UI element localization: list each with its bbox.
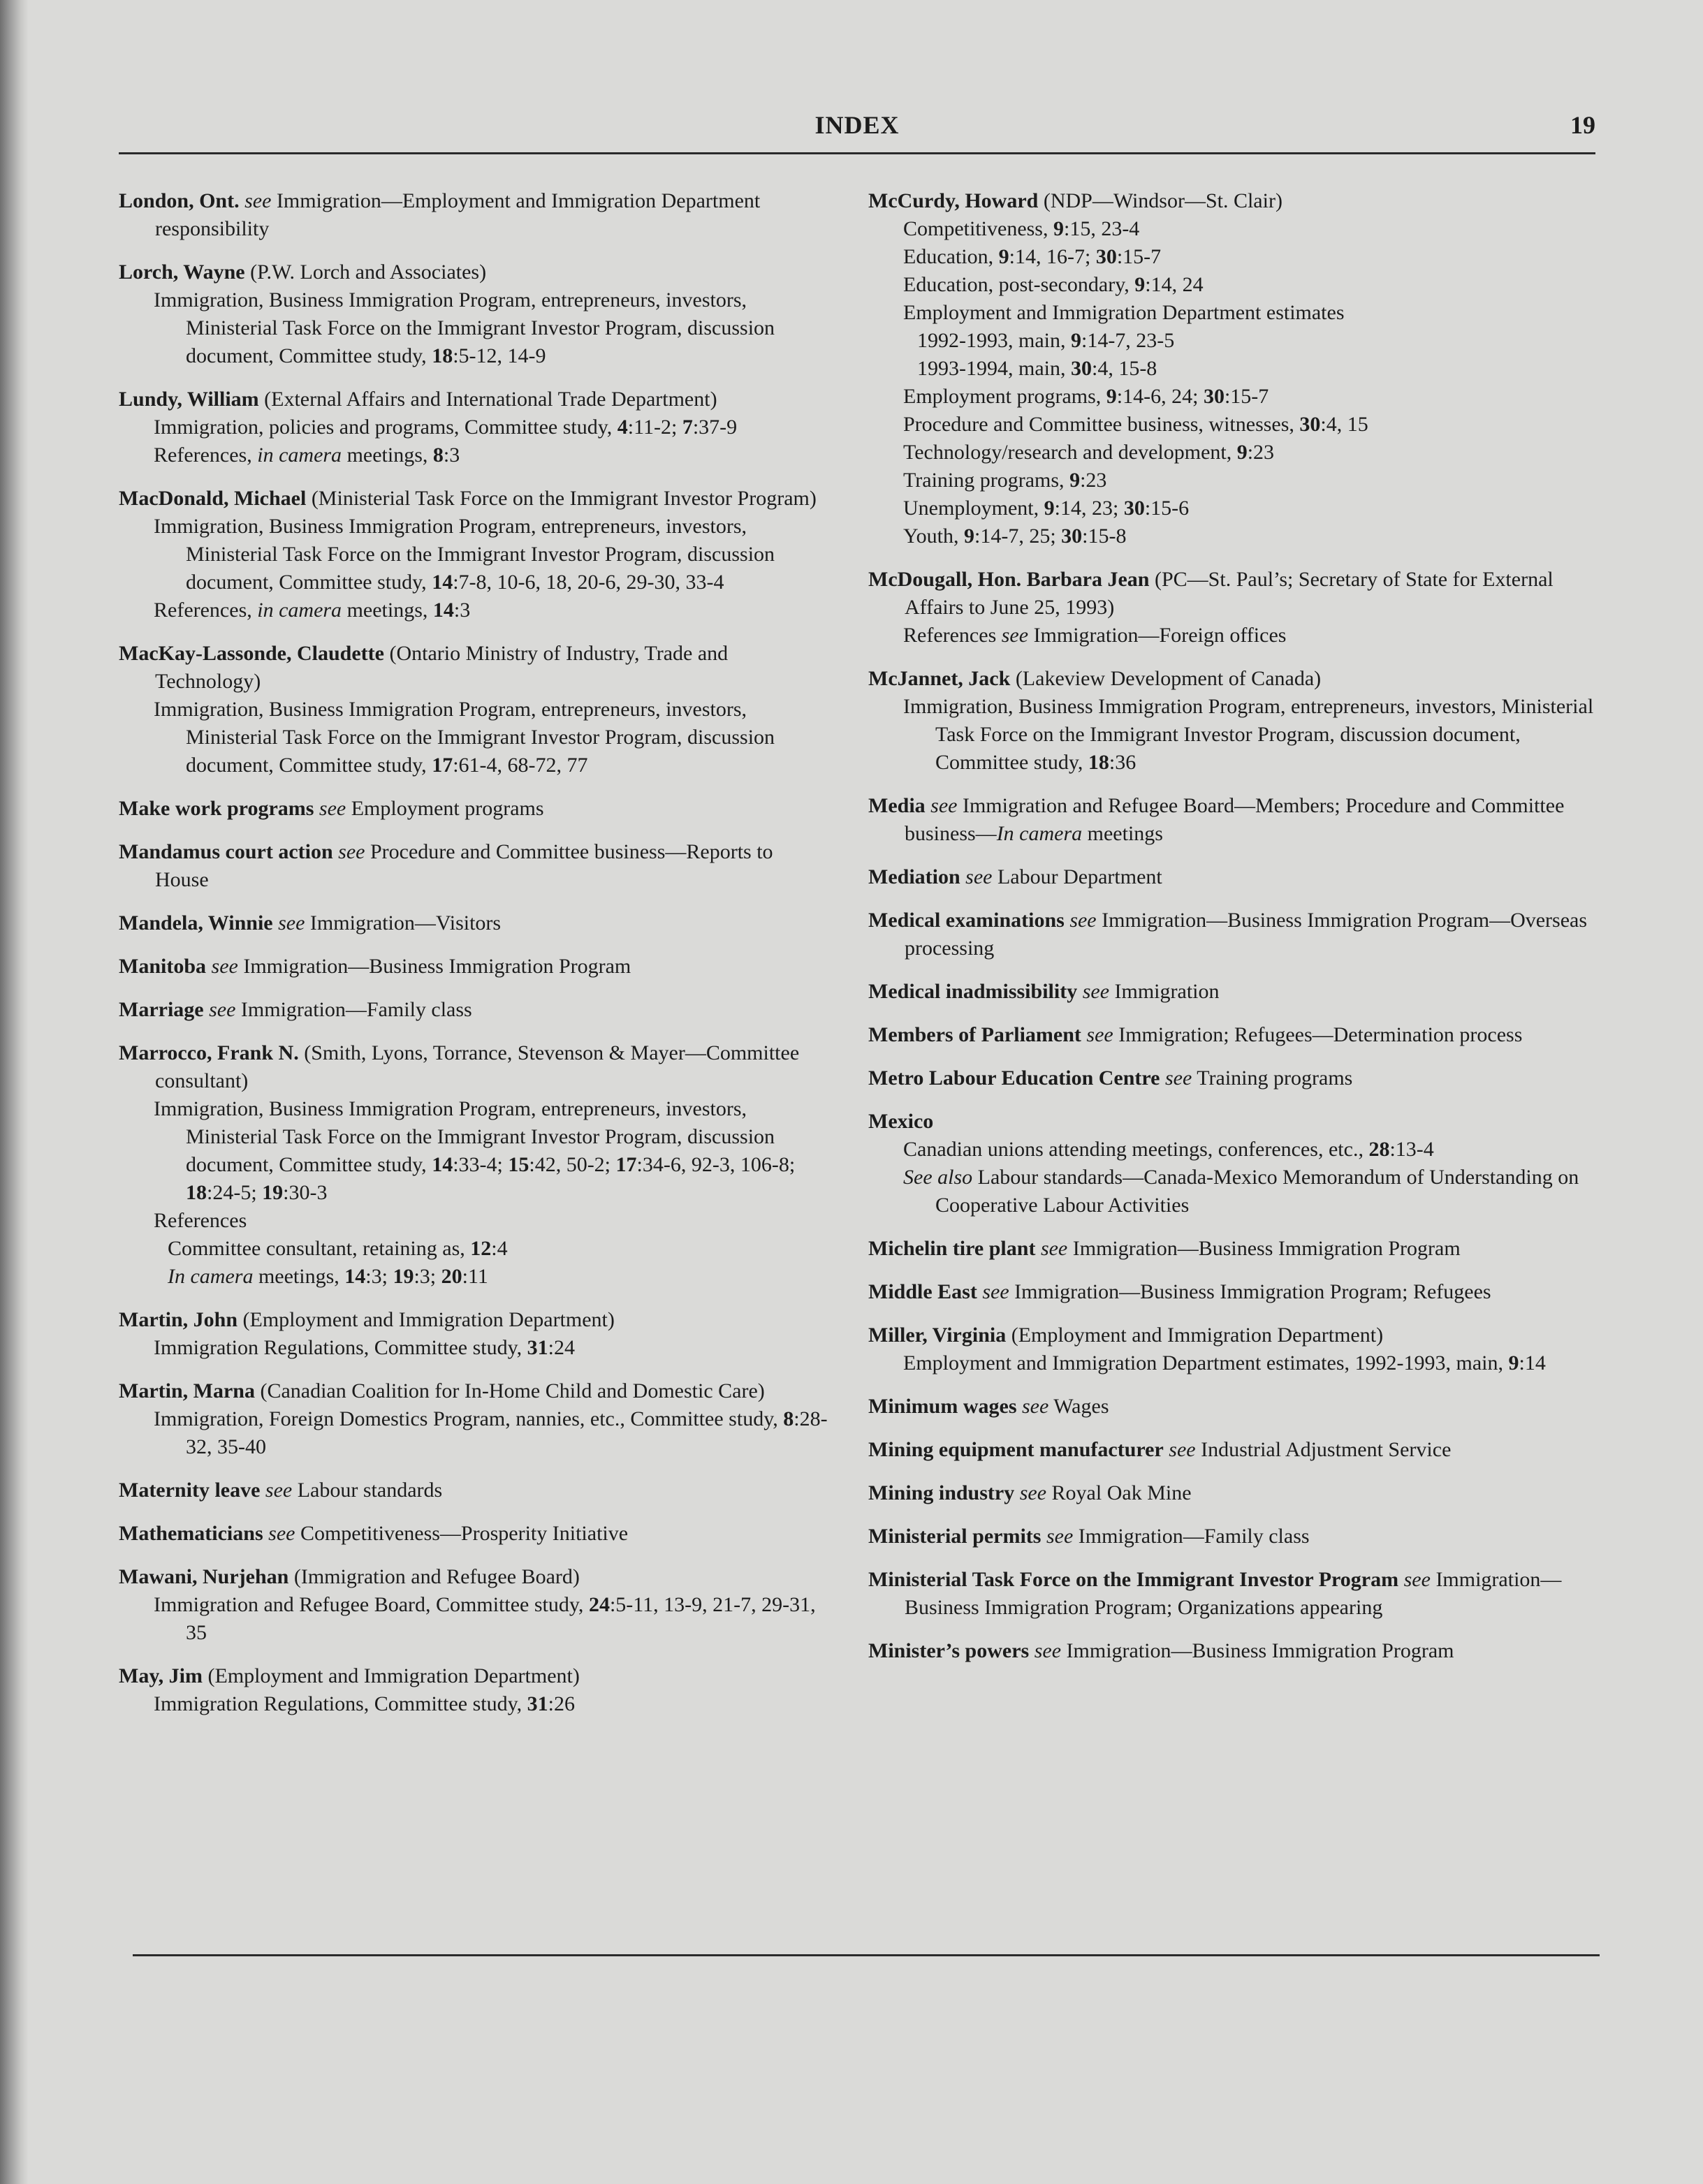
index-subentry: Immigration, Business Immigration Program, entrepreneurs, investors, Ministerial Task Force on the Immigrant Investor Program, discussion document, Committee study, 14:7-8, 10-6, 18, 20-6, 29-30, 33-4 <box>154 515 775 594</box>
index-term: Marrocco, Frank N. <box>119 1041 299 1064</box>
index-entry <box>119 1377 831 1461</box>
index-heading: Marrocco, Frank N. (Smith, Lyons, Torrance, Stevenson & Mayer—Committee consultant) <box>119 1041 800 1092</box>
index-entry <box>119 795 831 823</box>
index-column-right <box>868 187 1598 1680</box>
page-header <box>119 110 1595 152</box>
index-entry <box>119 838 831 894</box>
index-subentry: Unemployment, 9:14, 23; 30:15-6 <box>903 497 1190 520</box>
index-subentry: Employment and Immigration Department estimates <box>903 301 1345 324</box>
index-heading: Martin, Marna (Canadian Coalition for In-Home Child and Domestic Care) <box>119 1379 765 1402</box>
index-entry <box>119 1306 831 1362</box>
index-term: Martin, Marna <box>119 1379 255 1402</box>
index-entry <box>868 1235 1598 1263</box>
index-term: Medical examinations <box>868 909 1065 932</box>
index-heading: Mandamus court action see Procedure and Committee business—Reports to House <box>119 840 773 891</box>
index-term: Marriage <box>119 998 204 1021</box>
index-term: McJannet, Jack <box>868 667 1011 690</box>
index-reference-item: In camera meetings, 14:3; 19:3; 20:11 <box>168 1265 488 1288</box>
index-subentry: Youth, 9:14-7, 25; 30:15-8 <box>903 525 1127 548</box>
index-heading: Middle East see Immigration—Business Immigration Program; Refugees <box>868 1280 1491 1303</box>
index-heading: Mathematicians see Competitiveness—Prosperity Initiative <box>119 1522 629 1545</box>
index-entry <box>868 1108 1598 1219</box>
index-heading: Martin, John (Employment and Immigration Department) <box>119 1308 615 1331</box>
index-subentry: Immigration, Foreign Domestics Program, nannies, etc., Committee study, 8:28-32, 35-40 <box>154 1407 828 1458</box>
index-heading: Medical inadmissibility see Immigration <box>868 980 1220 1003</box>
index-heading: McJannet, Jack (Lakeview Development of Canada) <box>868 667 1322 690</box>
index-heading: Mawani, Nurjehan (Immigration and Refugee Board) <box>119 1565 580 1588</box>
index-term: May, Jim <box>119 1664 203 1687</box>
index-term: Martin, John <box>119 1308 238 1331</box>
index-term: Mandamus court action <box>119 840 333 863</box>
index-term: Medical inadmissibility <box>868 980 1078 1003</box>
index-entry <box>868 1479 1598 1507</box>
index-entry <box>119 640 831 779</box>
index-nested-subentry: 1993-1994, main, 30:4, 15-8 <box>917 357 1157 380</box>
index-term: Members of Parliament <box>868 1023 1081 1046</box>
index-subentry: References, in camera meetings, 8:3 <box>154 444 460 467</box>
index-entry <box>868 1523 1598 1551</box>
index-subentry: Training programs, 9:23 <box>903 469 1107 492</box>
index-heading: London, Ont. see Immigration—Employment and Immigration Department responsibility <box>119 189 761 240</box>
index-term: Miller, Virginia <box>868 1324 1007 1347</box>
index-heading: MacDonald, Michael (Ministerial Task Force on the Immigrant Investor Program) <box>119 487 817 510</box>
index-subentry: Education, post-secondary, 9:14, 24 <box>903 273 1204 296</box>
index-term: Manitoba <box>119 955 207 978</box>
index-entry <box>119 1563 831 1647</box>
index-term: McDougall, Hon. Barbara Jean <box>868 568 1150 591</box>
index-subentry: See also Labour standards—Canada-Mexico Memorandum of Understanding on Cooperative Labour Activities <box>903 1166 1579 1217</box>
index-subentry: Immigration Regulations, Committee study, 31:26 <box>154 1692 576 1715</box>
index-subentry: Competitiveness, 9:15, 23-4 <box>903 217 1140 240</box>
index-entry <box>868 1278 1598 1306</box>
index-entry <box>868 566 1598 650</box>
index-entry <box>868 978 1598 1006</box>
index-entry <box>868 665 1598 777</box>
index-term: Ministerial permits <box>868 1525 1041 1548</box>
index-references-label: References <box>154 1209 247 1232</box>
index-heading: Lorch, Wayne (P.W. Lorch and Associates) <box>119 261 487 284</box>
index-term: Mining industry <box>868 1481 1015 1504</box>
index-heading: MacKay-Lassonde, Claudette (Ontario Ministry of Industry, Trade and Technology) <box>119 642 729 693</box>
index-heading: Ministerial Task Force on the Immigrant Investor Program see Immigration—Business Immigration Program; Organizations appearing <box>868 1568 1562 1619</box>
index-term: London, Ont. <box>119 189 240 212</box>
index-term: Make work programs <box>119 797 314 820</box>
index-entry <box>119 485 831 624</box>
index-heading: Media see Immigration and Refugee Board—Members; Procedure and Committee business—In camera meetings <box>868 794 1565 845</box>
index-entry <box>119 1039 831 1291</box>
index-term: Mexico <box>868 1110 934 1133</box>
index-entry <box>119 1662 831 1718</box>
index-heading: Ministerial permits see Immigration—Family class <box>868 1525 1310 1548</box>
index-heading: Minimum wages see Wages <box>868 1395 1109 1418</box>
index-entry <box>119 953 831 981</box>
index-entry <box>868 863 1598 891</box>
index-heading: Mediation see Labour Department <box>868 865 1162 888</box>
index-heading: Make work programs see Employment programs <box>119 797 544 820</box>
index-entry <box>868 1566 1598 1622</box>
index-subentry: Procedure and Committee business, witnesses, 30:4, 15 <box>903 413 1368 436</box>
index-entry <box>119 996 831 1024</box>
footer-rule <box>133 1954 1600 1956</box>
index-heading: McDougall, Hon. Barbara Jean (PC—St. Paul’s; Secretary of State for External Affairs to June 25, 1993) <box>868 568 1554 619</box>
index-term: MacKay-Lassonde, Claudette <box>119 642 384 665</box>
index-subentry: Immigration, Business Immigration Program, entrepreneurs, investors, Ministerial Task Force on the Immigrant Investor Program, discussion document, Committee study, 17:61-4, 68-72, 77 <box>154 698 775 777</box>
index-entry <box>868 1021 1598 1049</box>
index-term: MacDonald, Michael <box>119 487 307 510</box>
index-heading <box>868 1108 1598 1136</box>
index-heading: Maternity leave see Labour standards <box>119 1479 443 1502</box>
index-entry <box>868 1637 1598 1665</box>
index-heading: Michelin tire plant see Immigration—Business Immigration Program <box>868 1237 1461 1260</box>
index-subentry: Education, 9:14, 16-7; 30:15-7 <box>903 245 1162 268</box>
index-term: Media <box>868 794 926 817</box>
index-heading: Metro Labour Education Centre see Training programs <box>868 1067 1353 1090</box>
index-heading: May, Jim (Employment and Immigration Department) <box>119 1664 580 1687</box>
index-subentry: Immigration, Business Immigration Program, entrepreneurs, investors, Ministerial Task Force on the Immigrant Investor Program, discussion document, Committee study, 18:5-12, 14-9 <box>154 288 775 367</box>
index-entry <box>868 907 1598 962</box>
index-term: Lorch, Wayne <box>119 261 245 284</box>
index-term: Metro Labour Education Centre <box>868 1067 1160 1090</box>
index-entry <box>868 792 1598 848</box>
index-heading: Mandela, Winnie see Immigration—Visitors <box>119 911 502 935</box>
index-entry <box>868 1321 1598 1377</box>
index-subentry: References see Immigration—Foreign offices <box>903 624 1287 647</box>
index-entry <box>868 1393 1598 1421</box>
index-heading: Mining industry see Royal Oak Mine <box>868 1481 1192 1504</box>
index-entry <box>119 1520 831 1548</box>
book-binding-shadow <box>0 0 28 2184</box>
header-rule <box>119 152 1595 154</box>
index-entry <box>868 187 1598 550</box>
index-entry <box>119 386 831 469</box>
index-entry <box>119 258 831 370</box>
index-term: Mediation <box>868 865 960 888</box>
index-heading: Minister’s powers see Immigration—Business Immigration Program <box>868 1639 1454 1662</box>
index-term: McCurdy, Howard <box>868 189 1039 212</box>
index-subentry: Canadian unions attending meetings, conferences, etc., 28:13-4 <box>903 1138 1434 1161</box>
index-term: Minister’s powers <box>868 1639 1030 1662</box>
index-entry <box>119 1476 831 1504</box>
index-heading: Marriage see Immigration—Family class <box>119 998 472 1021</box>
index-heading: Lundy, William (External Affairs and International Trade Department) <box>119 388 717 411</box>
index-subentry: Immigration, Business Immigration Program, entrepreneurs, investors, Ministerial Task Force on the Immigrant Investor Program, discussion document, Committee study, 14:33-4; 15:42, 50-2; 17:34-6, 92-3, 106-8; 18:24-5; 19:30-3 <box>154 1097 796 1204</box>
index-entry <box>868 1064 1598 1092</box>
index-term: Mathematicians <box>119 1522 263 1545</box>
index-heading: Miller, Virginia (Employment and Immigration Department) <box>868 1324 1384 1347</box>
page-title: INDEX <box>814 111 900 139</box>
index-subentry: Immigration, Business Immigration Program, entrepreneurs, investors, Ministerial Task Force on the Immigrant Investor Program, discussion document, Committee study, 18:36 <box>903 695 1594 774</box>
index-nested-subentry: 1992-1993, main, 9:14-7, 23-5 <box>917 329 1175 352</box>
index-subentry: Technology/research and development, 9:23 <box>903 441 1275 464</box>
index-term: Mining equipment manufacturer <box>868 1438 1164 1461</box>
index-term: Maternity leave <box>119 1479 261 1502</box>
index-heading: Manitoba see Immigration—Business Immigration Program <box>119 955 631 978</box>
index-reference-item: Committee consultant, retaining as, 12:4 <box>168 1237 508 1260</box>
index-term: Middle East <box>868 1280 977 1303</box>
index-subentry: References, in camera meetings, 14:3 <box>154 599 471 622</box>
index-term: Mawani, Nurjehan <box>119 1565 289 1588</box>
index-subentry: Immigration and Refugee Board, Committee study, 24:5-11, 13-9, 21-7, 29-31, 35 <box>154 1593 816 1644</box>
index-heading: Members of Parliament see Immigration; Refugees—Determination process <box>868 1023 1523 1046</box>
index-heading: Mining equipment manufacturer see Industrial Adjustment Service <box>868 1438 1452 1461</box>
index-subentry: Immigration Regulations, Committee study, 31:24 <box>154 1336 576 1359</box>
index-column-left <box>119 187 831 1734</box>
index-heading: Medical examinations see Immigration—Business Immigration Program—Overseas processing <box>868 909 1588 960</box>
index-subentry: Employment programs, 9:14-6, 24; 30:15-7 <box>903 385 1269 408</box>
index-entry <box>868 1436 1598 1464</box>
index-subentry: Employment and Immigration Department estimates, 1992-1993, main, 9:14 <box>903 1351 1546 1375</box>
index-term: Michelin tire plant <box>868 1237 1036 1260</box>
index-term: Minimum wages <box>868 1395 1017 1418</box>
index-term: Lundy, William <box>119 388 259 411</box>
index-heading: McCurdy, Howard (NDP—Windsor—St. Clair) <box>868 189 1282 212</box>
page-number: 19 <box>1570 111 1595 139</box>
index-term: Mandela, Winnie <box>119 911 273 935</box>
index-subentry: Immigration, policies and programs, Committee study, 4:11-2; 7:37-9 <box>154 416 738 439</box>
index-entry <box>119 187 831 243</box>
index-entry <box>119 909 831 937</box>
index-term: Ministerial Task Force on the Immigrant Investor Program <box>868 1568 1399 1591</box>
